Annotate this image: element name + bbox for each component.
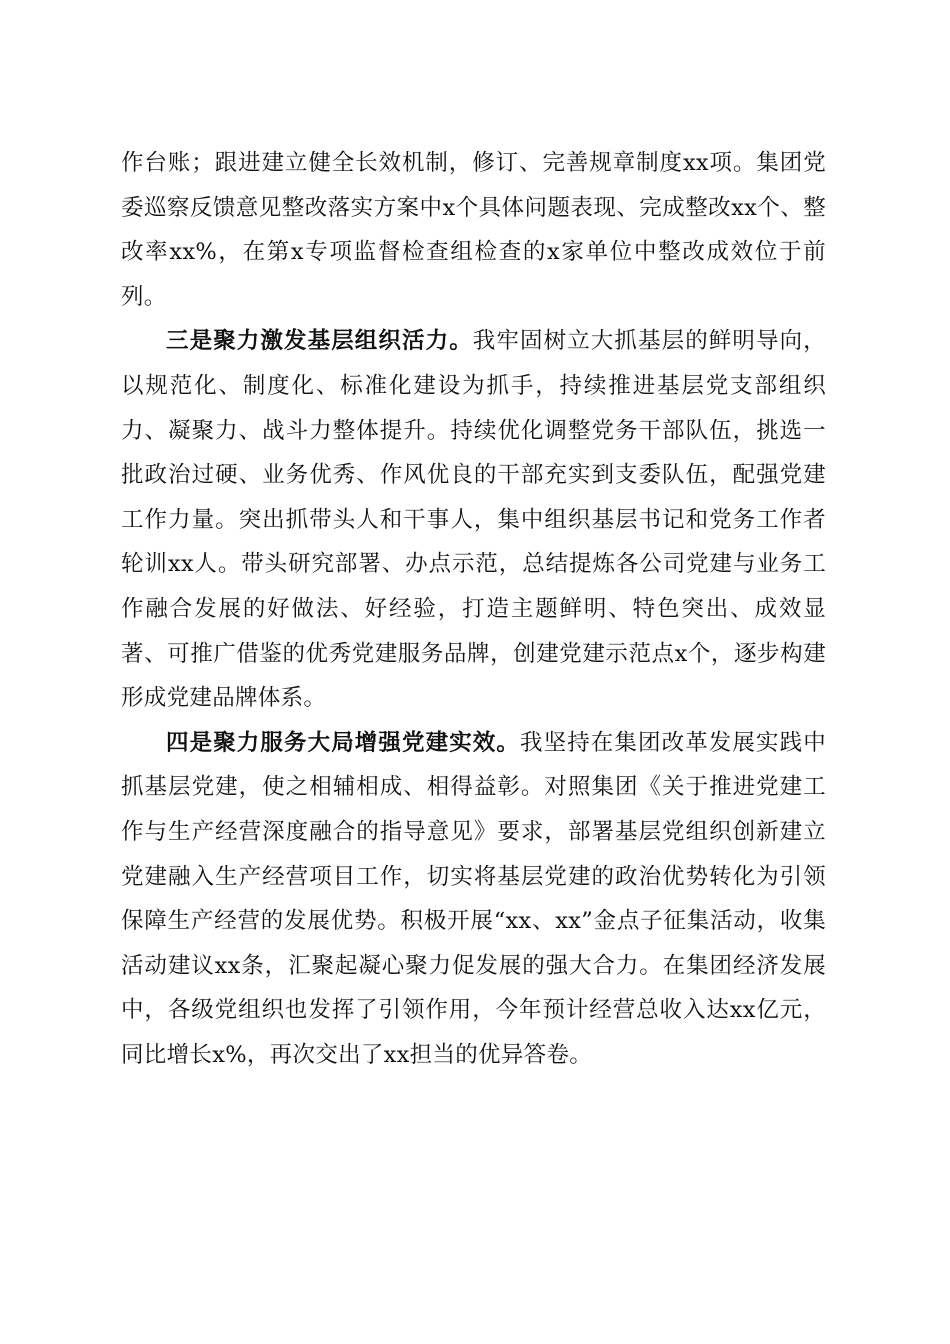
- paragraph-lead: 三是聚力激发基层组织活力。: [166, 328, 473, 355]
- document-body: [121, 141, 826, 1077]
- paragraph-grassroots-vitality: [121, 319, 826, 720]
- paragraph-body: 我牢固树立大抓基层的鲜明导向，以规范化、制度化、标准化建设为抓手，持续推进基层党支部组织力、凝聚力、战斗力整体提升。持续优化调整党务干部队伍，挑选一批政治过硬、业务优秀、作风优良的干部充实到支委队伍，配强党建工作力量。突出抓带头人和干事人，集中组织基层书记和党务工作者轮训xx人。带头研究部署、办点示范，总结提炼各公司党建与业务工作融合发展的好做法、好经验，打造主题鲜明、特色突出、成效显著、可推广借鉴的优秀党建服务品牌，创建党建示范点x个，逐步构建形成党建品牌体系。: [121, 328, 826, 712]
- paragraph-serve-overall: [121, 721, 826, 1078]
- paragraph-lead: 四是聚力服务大局增强党建实效。: [166, 729, 520, 756]
- paragraph-body: 作台账；跟进建立健全长效机制，修订、完善规章制度xx项。集团党委巡察反馈意见整改落实方案中x个具体问题表现、完成整改xx个、整改率xx%，在第x专项监督检查组检查的x家单位中整改成效位于前列。: [121, 150, 826, 310]
- paragraph-body: 我坚持在集团改革发展实践中抓基层党建，使之相辅相成、相得益彰。对照集团《关于推进党建工作与生产经营深度融合的指导意见》要求，部署基层党组织创新建立党建融入生产经营项目工作，切实将基层党建的政治优势转化为引领保障生产经营的发展优势。积极开展“xx、xx”金点子征集活动，收集活动建议xx条，汇聚起凝心聚力促发展的强大合力。在集团经济发展中，各级党组织也发挥了引领作用，今年预计经营总收入达xx亿元，同比增长x%，再次交出了xx担当的优异答卷。: [121, 729, 826, 1068]
- paragraph-continuation: [121, 141, 826, 319]
